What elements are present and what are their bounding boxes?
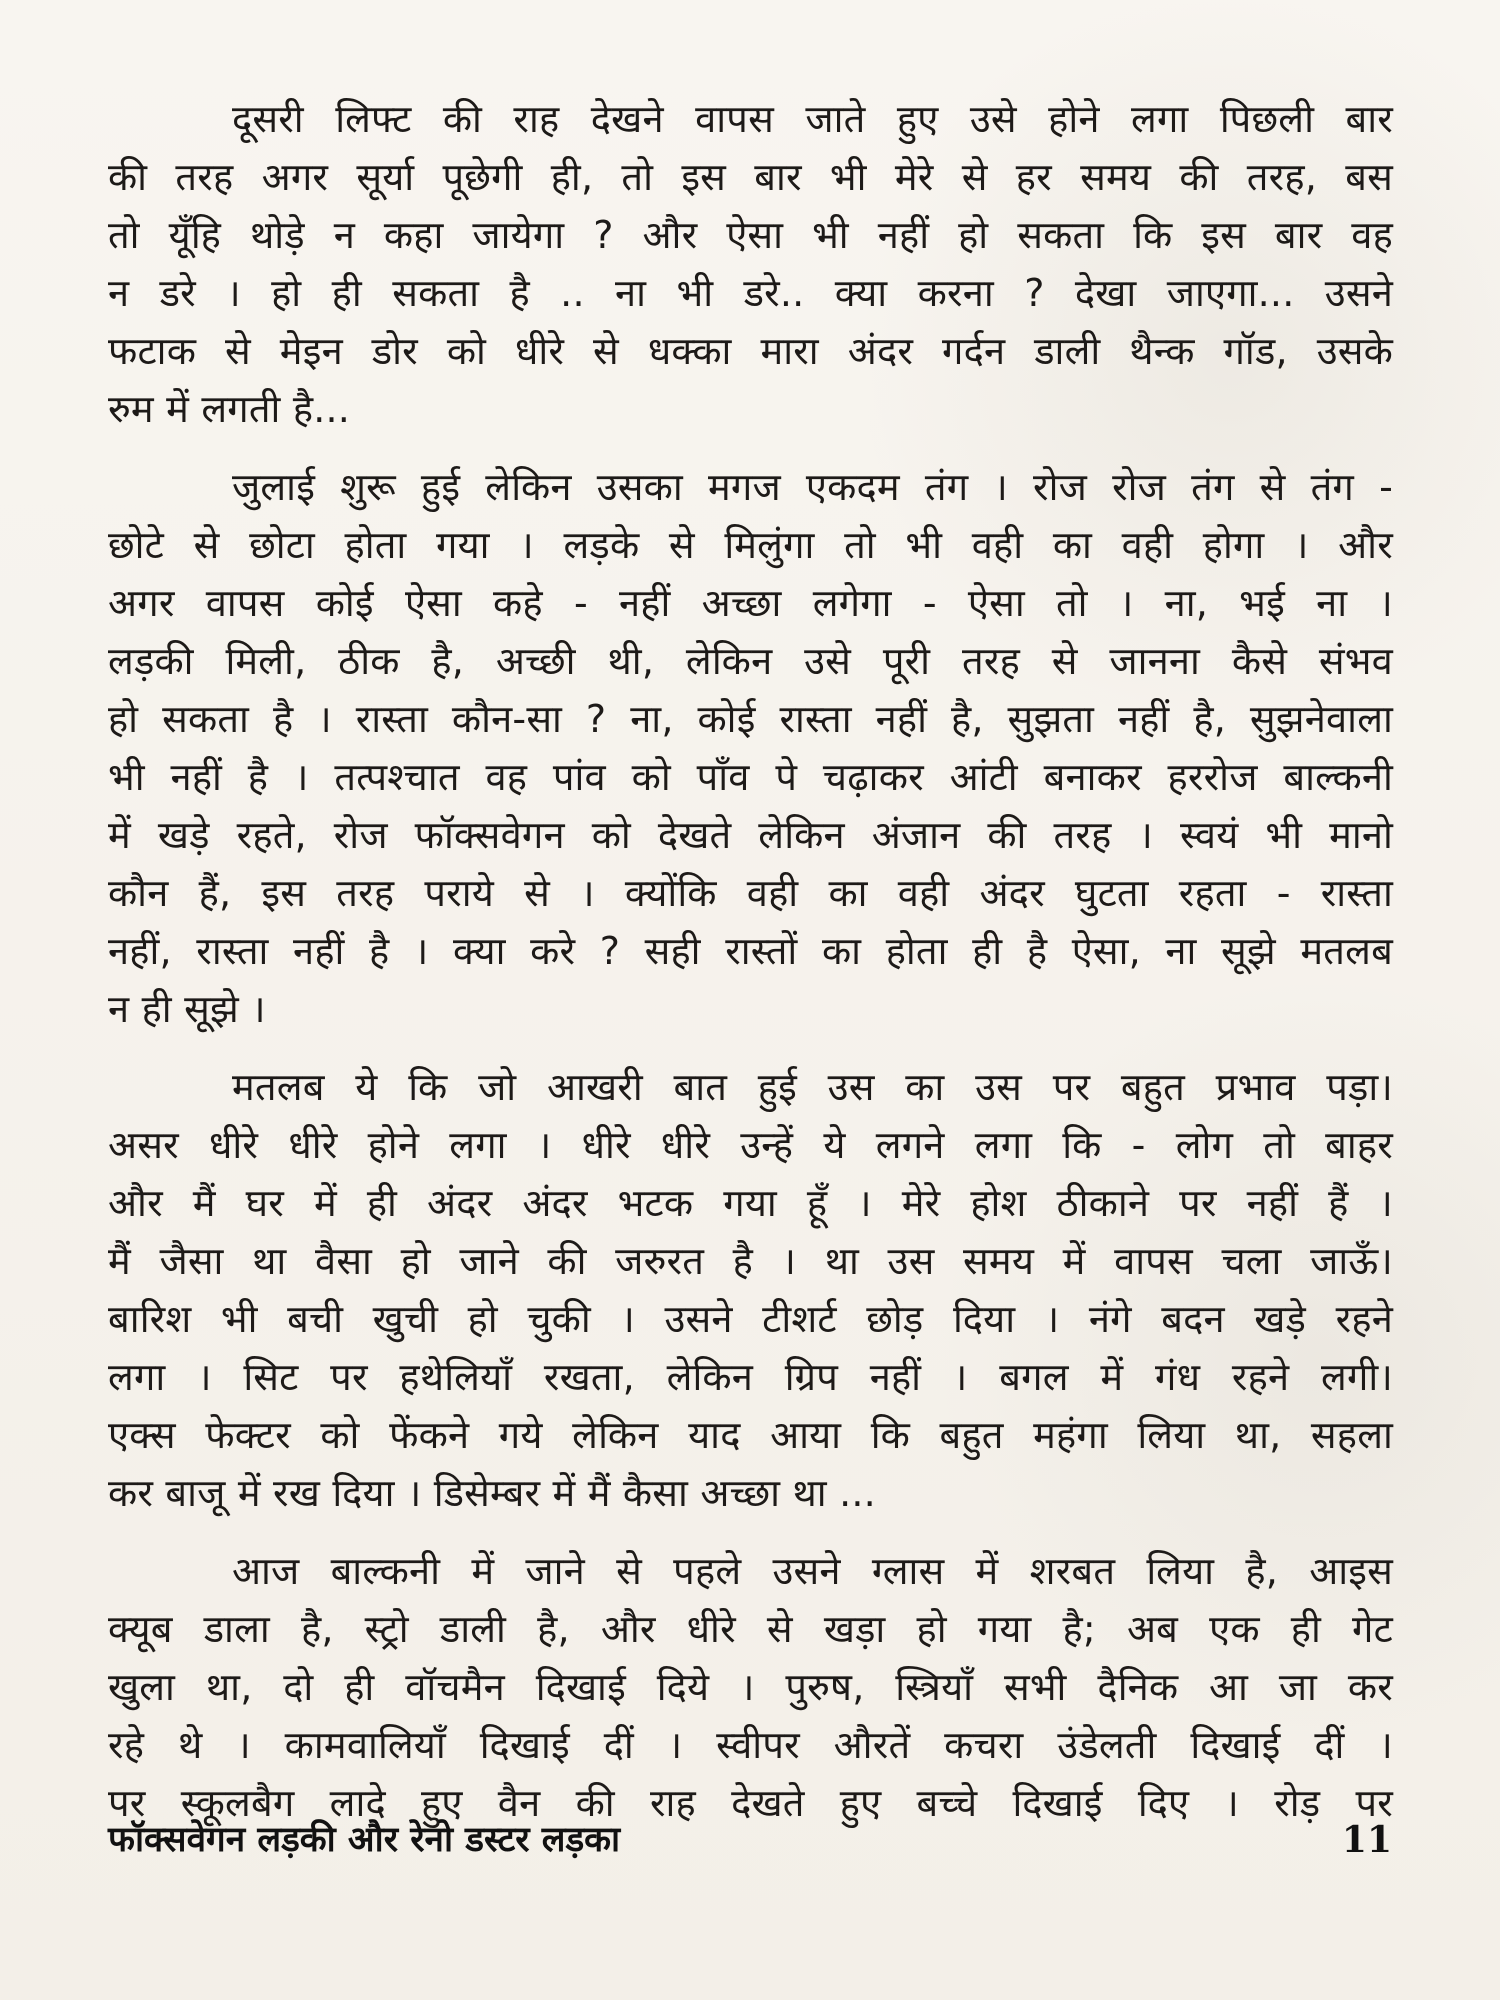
page-footer xyxy=(108,1812,1392,1868)
paragraph-3 xyxy=(108,1058,1393,1522)
text-line: असर धीरे धीरे होने लगा । धीरे धीरे उन्हें ये लगने लगा कि - लोग तो बाहर xyxy=(108,1123,1393,1167)
text-line: रहे थे । कामवालियाँ दिखाई दीं । स्वीपर औरतें कचरा उंडेलती दिखाई दीं । xyxy=(108,1723,1393,1767)
text-line: रुम में लगती है... xyxy=(108,387,351,431)
text-line: भी नहीं है । तत्पश्चात वह पांव को पाँव पे चढ़ाकर आंटी बनाकर हररोज बाल्कनी xyxy=(108,755,1393,799)
text-line: खुला था, दो ही वॉचमैन दिखाई दिये । पुरुष, स्त्रियाँ सभी दैनिक आ जा कर xyxy=(108,1665,1393,1709)
text-line: आज बाल्कनी में जाने से पहले उसने ग्लास में शरबत लिया है, आइस xyxy=(232,1549,1393,1593)
text-line: लड़की मिली, ठीक है, अच्छी थी, लेकिन उसे पूरी तरह से जानना कैसे संभव xyxy=(108,639,1393,683)
text-line: पर स्कूलबैग लादे हुए वैन की राह देखते हुए बच्चे दिखाई दिए । रोड़ पर xyxy=(108,1781,1393,1825)
text-line: और मैं घर में ही अंदर अंदर भटक गया हूँ । मेरे होश ठीकाने पर नहीं हैं । xyxy=(108,1181,1393,1225)
text-line: न ही सूझे । xyxy=(108,987,266,1031)
text-line: तो यूँहि थोड़े न कहा जायेगा ? और ऐसा भी नहीं हो सकता कि इस बार वह xyxy=(108,213,1393,257)
paragraph-1 xyxy=(108,90,1393,438)
text-block xyxy=(108,90,1393,1852)
text-line: में खड़े रहते, रोज फॉक्सवेगन को देखते लेकिन अंजान की तरह । स्वयं भी मानो xyxy=(108,813,1393,857)
text-line: दूसरी लिफ्ट की राह देखने वापस जाते हुए उसे होने लगा पिछली बार xyxy=(232,97,1393,141)
text-line: बारिश भी बची खुची हो चुकी । उसने टीशर्ट छोड़ दिया । नंगे बदन खड़े रहने xyxy=(108,1297,1393,1341)
text-line: मैं जैसा था वैसा हो जाने की जरुरत है । था उस समय में वापस चला जाऊँ। xyxy=(108,1239,1393,1283)
text-line: अगर वापस कोई ऐसा कहे - नहीं अच्छा लगेगा - ऐसा तो । ना, भई ना । xyxy=(108,581,1393,625)
text-line: नहीं, रास्ता नहीं है । क्या करे ? सही रास्तों का होता ही है ऐसा, ना सूझे मतलब xyxy=(108,929,1393,973)
text-line: हो सकता है । रास्ता कौन-सा ? ना, कोई रास्ता नहीं है, सुझता नहीं है, सुझनेवाला xyxy=(108,697,1393,741)
text-line: कर बाजू में रख दिया । डिसेम्बर में मैं कैसा अच्छा था ... xyxy=(108,1471,876,1515)
paragraph-2 xyxy=(108,458,1393,1038)
text-line: कौन हैं, इस तरह पराये से । क्योंकि वही का वही अंदर घुटता रहता - रास्ता xyxy=(108,871,1393,915)
text-line: मतलब ये कि जो आखरी बात हुई उस का उस पर बहुत प्रभाव पड़ा। xyxy=(232,1065,1393,1109)
text-line: फटाक से मेइन डोर को धीरे से धक्का मारा अंदर गर्दन डाली थैन्क गॉड, उसके xyxy=(108,329,1393,373)
text-line: की तरह अगर सूर्या पूछेगी ही, तो इस बार भी मेरे से हर समय की तरह, बस xyxy=(108,155,1393,199)
text-line: एक्स फेक्टर को फेंकने गये लेकिन याद आया कि बहुत महंगा लिया था, सहला xyxy=(108,1413,1393,1457)
text-line: न डरे । हो ही सकता है .. ना भी डरे.. क्या करना ? देखा जाएगा... उसने xyxy=(108,271,1393,315)
text-line: जुलाई शुरू हुई लेकिन उसका मगज एकदम तंग । रोज रोज तंग से तंग - xyxy=(232,465,1393,509)
text-line: क्यूब डाला है, स्ट्रो डाली है, और धीरे से खड़ा हो गया है; अब एक ही गेट xyxy=(108,1607,1393,1651)
book-title: फॉक्सवेगन लड़की और रेनो डस्टर लड़का xyxy=(108,1820,621,1860)
text-line: छोटे से छोटा होता गया । लड़के से मिलुंगा तो भी वही का वही होगा । और xyxy=(108,523,1393,567)
paragraph-4 xyxy=(108,1542,1393,1832)
page-number: 11 xyxy=(1341,1819,1392,1861)
text-line: लगा । सिट पर हथेलियाँ रखता, लेकिन ग्रिप नहीं । बगल में गंध रहने लगी। xyxy=(108,1355,1393,1399)
